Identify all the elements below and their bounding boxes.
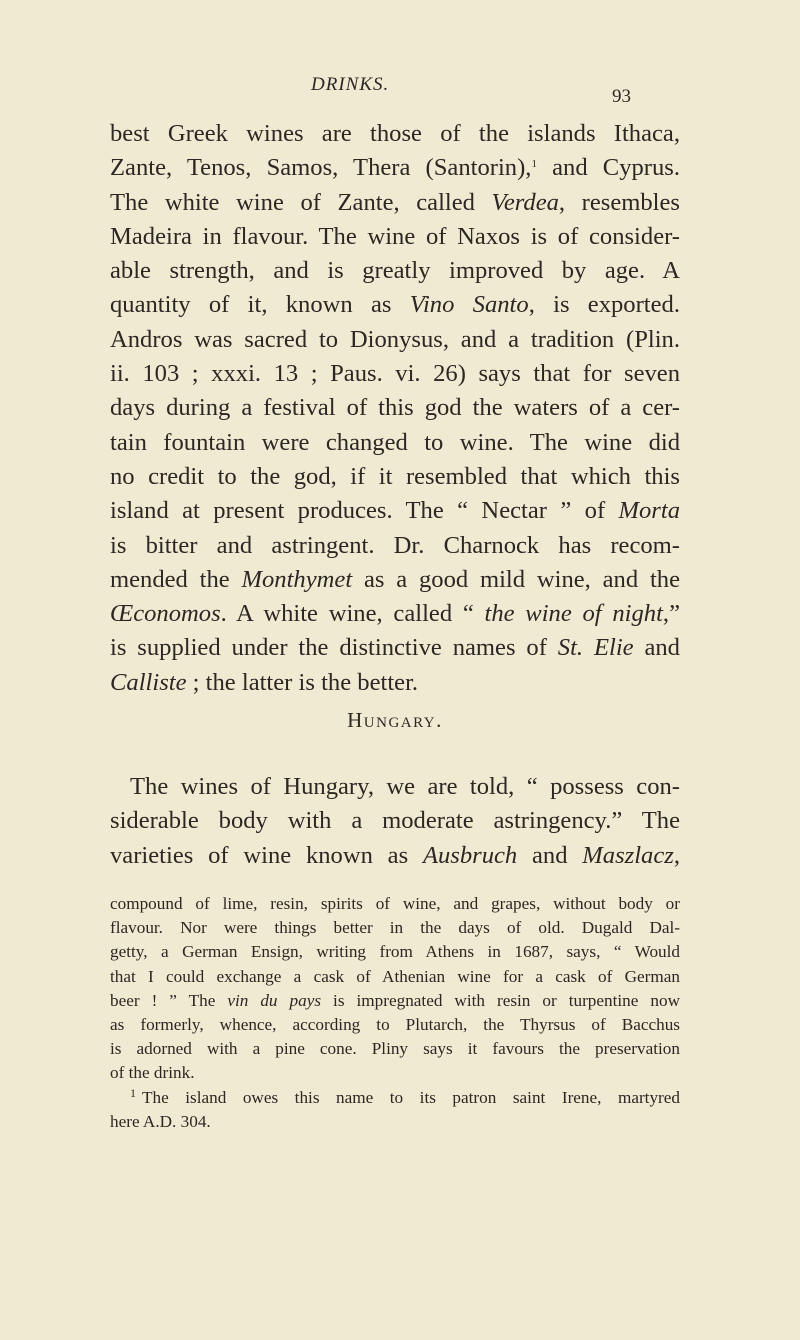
footnote-line: here A.D. 304. [110, 1111, 211, 1131]
italic-term: the wine of night [484, 600, 663, 628]
text-line: siderable body with a moderate astringency.” The [110, 807, 680, 835]
note-line: as formerly, whence, according to Plutarch, the Thyrsus of Bacchus [110, 1014, 680, 1034]
italic-term: Verdea [491, 188, 559, 216]
text-line: no credit to the god, if it resembled that which this [110, 462, 680, 490]
italic-term: Morta [618, 497, 680, 525]
note-line: getty, a German Ensign, writing from Athens in 1687, says, “ Would [110, 942, 680, 962]
note-line: is adorned with a pine cone. Pliny says it favours the preservation [110, 1039, 680, 1059]
text-line: is supplied under the distinctive names of St. Elie and [110, 634, 680, 662]
italic-term: Œconomos [110, 600, 221, 628]
italic-term: Maszlacz [582, 841, 674, 869]
text-line: days during a festival of this god the waters of a cer- [110, 394, 680, 422]
italic-term: St. Elie [557, 634, 634, 662]
section-heading: Hungary. [347, 708, 443, 732]
paragraph-hungary [110, 770, 680, 873]
note-line: compound of lime, resin, spirits of wine, and grapes, without body or [110, 894, 680, 913]
text-line: quantity of it, known as Vino Santo, is exported. [110, 291, 680, 319]
note-line: flavour. Nor were things better in the days of old. Dugald Dal- [110, 918, 680, 938]
note-line: that I could exchange a cask of Athenian wine for a cask of German [110, 966, 680, 986]
notes-block [110, 892, 680, 1134]
footnote-marker: 1 [130, 1085, 136, 1100]
text-line: The wines of Hungary, we are told, “ possess con- [130, 773, 680, 800]
note-line: beer ! ” The vin du pays is impregnated with resin or turpentine now [110, 990, 680, 1010]
running-title: DRINKS. [311, 74, 390, 95]
text-line: able strength, and is greatly improved by age. A [110, 257, 680, 285]
italic-term: Monthymet [241, 565, 353, 593]
text-line: Calliste ; the latter is the better. [110, 668, 419, 696]
footnote-reference: 1 [531, 158, 537, 171]
text-line: is bitter and astringent. Dr. Charnock has recom- [110, 531, 680, 559]
italic-term: vin du pays [227, 990, 322, 1010]
text-line: Madeira in flavour. The wine of Naxos is of consider- [110, 222, 680, 250]
text-line: island at present produces. The “ Nectar ” of Morta [110, 497, 680, 525]
text-line: varieties of wine known as Ausbruch and Maszlacz, [110, 841, 680, 869]
italic-term: Calliste [110, 668, 187, 696]
text-line: The white wine of Zante, called Verdea, resembles [110, 188, 680, 216]
text-line: tain fountain were changed to wine. The wine did [110, 428, 680, 456]
text-line: best Greek wines are those of the islands Ithaca, [110, 120, 680, 147]
paragraph-greek-wines [110, 117, 680, 700]
text-line: Œconomos. A white wine, called “ the wine of night,” [110, 600, 680, 628]
italic-term: Ausbruch [422, 841, 518, 869]
text-line: ii. 103 ; xxxi. 13 ; Paus. vi. 26) says that for seven [110, 360, 680, 388]
text-line: Andros was sacred to Dionysus, and a tradition (Plin. [110, 325, 680, 353]
running-head [0, 74, 800, 107]
note-line: of the drink. [110, 1063, 195, 1083]
text-line: mended the Monthymet as a good mild wine, and the [110, 565, 680, 593]
text-line: Zante, Tenos, Samos, Thera (Santorin),$^1$ and Cyprus. [110, 154, 680, 182]
page-number: 93 [612, 86, 631, 107]
footnote-line: $^1$ The island owes this name to its patron saint Irene, martyred [130, 1085, 680, 1107]
italic-term: Vino Santo [409, 291, 529, 319]
